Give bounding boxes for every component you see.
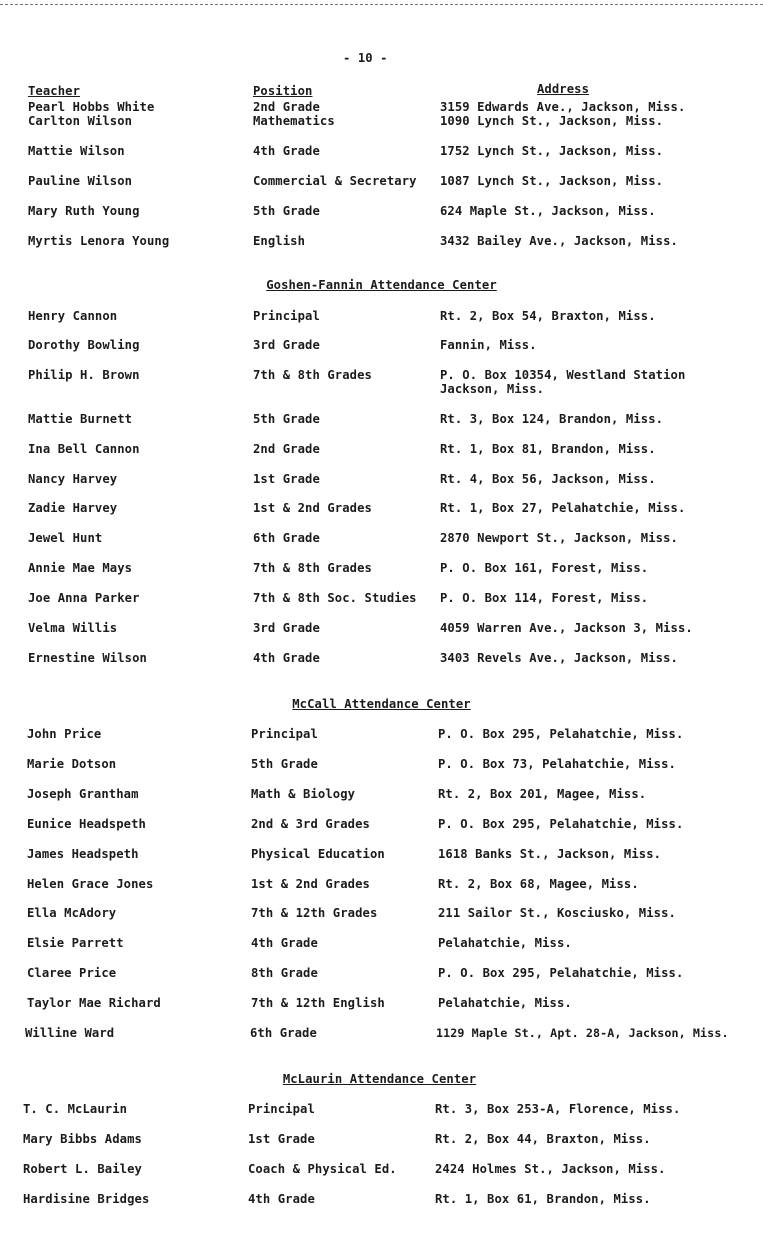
- teacher-address-line-2: Jackson, Miss.: [440, 382, 545, 396]
- teacher-name: Elsie Parrett: [27, 936, 124, 950]
- teacher-position: 5th Grade: [253, 204, 320, 218]
- teacher-address: 1090 Lynch St., Jackson, Miss.: [440, 114, 664, 128]
- teacher-position: 5th Grade: [251, 757, 318, 771]
- teacher-address: 1618 Banks St., Jackson, Miss.: [438, 847, 662, 861]
- teacher-name: Taylor Mae Richard: [27, 996, 161, 1010]
- teacher-name: Henry Cannon: [28, 309, 118, 323]
- teacher-name: Pauline Wilson: [28, 174, 133, 188]
- teacher-name: Nancy Harvey: [28, 472, 118, 486]
- teacher-position: 7th & 8th Grades: [253, 368, 372, 382]
- teacher-name: Claree Price: [27, 966, 117, 980]
- section-heading-goshen-fannin: Goshen-Fannin Attendance Center: [266, 278, 497, 292]
- teacher-position: Principal: [248, 1102, 315, 1116]
- teacher-address: Rt. 2, Box 201, Magee, Miss.: [438, 787, 647, 801]
- teacher-position: 2nd Grade: [253, 442, 320, 456]
- teacher-name: Philip H. Brown: [28, 368, 140, 382]
- teacher-name: Joe Anna Parker: [28, 591, 140, 605]
- teacher-address: Pelahatchie, Miss.: [438, 996, 572, 1010]
- teacher-name: Mary Ruth Young: [28, 204, 140, 218]
- teacher-address: Fannin, Miss.: [440, 338, 537, 352]
- header-position: Position: [253, 84, 313, 98]
- teacher-address: P. O. Box 295, Pelahatchie, Miss.: [438, 966, 684, 980]
- teacher-address: Rt. 4, Box 56, Jackson, Miss.: [440, 472, 656, 486]
- teacher-name: Jewel Hunt: [28, 531, 103, 545]
- section-heading-mccall: McCall Attendance Center: [292, 697, 471, 711]
- teacher-position: 1st & 2nd Grades: [253, 501, 372, 515]
- teacher-position: Commercial & Secretary: [253, 174, 417, 188]
- teacher-position: 2nd & 3rd Grades: [251, 817, 370, 831]
- teacher-position: 5th Grade: [253, 412, 320, 426]
- teacher-position: Principal: [251, 727, 318, 741]
- teacher-address: 1129 Maple St., Apt. 28-A, Jackson, Miss.: [436, 1026, 729, 1040]
- teacher-address: P. O. Box 295, Pelahatchie, Miss.: [438, 817, 684, 831]
- teacher-address: 3159 Edwards Ave., Jackson, Miss.: [440, 100, 686, 114]
- teacher-address: 3432 Bailey Ave., Jackson, Miss.: [440, 234, 678, 248]
- teacher-address: Rt. 2, Box 68, Magee, Miss.: [438, 877, 639, 891]
- teacher-address: Rt. 1, Box 27, Pelahatchie, Miss.: [440, 501, 686, 515]
- teacher-position: 7th & 8th Grades: [253, 561, 372, 575]
- top-edge-rule: [0, 4, 763, 5]
- teacher-address: P. O. Box 114, Forest, Miss.: [440, 591, 649, 605]
- teacher-name: Willine Ward: [25, 1026, 115, 1040]
- teacher-position: 4th Grade: [248, 1192, 315, 1206]
- teacher-position: Mathematics: [253, 114, 335, 128]
- teacher-name: Eunice Headspeth: [27, 817, 146, 831]
- teacher-address: Rt. 3, Box 124, Brandon, Miss.: [440, 412, 664, 426]
- teacher-position: 4th Grade: [251, 936, 318, 950]
- teacher-address: 4059 Warren Ave., Jackson 3, Miss.: [440, 621, 693, 635]
- teacher-name: Carlton Wilson: [28, 114, 133, 128]
- teacher-position: 7th & 12th English: [251, 996, 385, 1010]
- teacher-address: 211 Sailor St., Kosciusko, Miss.: [438, 906, 676, 920]
- teacher-name: John Price: [27, 727, 102, 741]
- teacher-name: Zadie Harvey: [28, 501, 118, 515]
- teacher-position: 6th Grade: [250, 1026, 317, 1040]
- teacher-address: 2870 Newport St., Jackson, Miss.: [440, 531, 678, 545]
- teacher-address: 1087 Lynch St., Jackson, Miss.: [440, 174, 664, 188]
- teacher-name: Mattie Wilson: [28, 144, 125, 158]
- teacher-position: 3rd Grade: [253, 338, 320, 352]
- teacher-position: Principal: [253, 309, 320, 323]
- teacher-address: Pelahatchie, Miss.: [438, 936, 572, 950]
- teacher-address: Rt. 1, Box 61, Brandon, Miss.: [435, 1192, 651, 1206]
- teacher-address: 1752 Lynch St., Jackson, Miss.: [440, 144, 664, 158]
- page-number: - 10 -: [343, 51, 388, 65]
- teacher-address: P. O. Box 161, Forest, Miss.: [440, 561, 649, 575]
- teacher-address: Rt. 1, Box 81, Brandon, Miss.: [440, 442, 656, 456]
- teacher-position: 7th & 12th Grades: [251, 906, 378, 920]
- teacher-address: P. O. Box 295, Pelahatchie, Miss.: [438, 727, 684, 741]
- teacher-name: T. C. McLaurin: [23, 1102, 128, 1116]
- teacher-position: 1st Grade: [253, 472, 320, 486]
- teacher-position: 4th Grade: [253, 144, 320, 158]
- teacher-position: Math & Biology: [251, 787, 356, 801]
- teacher-name: Velma Willis: [28, 621, 118, 635]
- teacher-address: 624 Maple St., Jackson, Miss.: [440, 204, 656, 218]
- teacher-address: P. O. Box 10354, Westland Station: [440, 368, 686, 382]
- teacher-position: 3rd Grade: [253, 621, 320, 635]
- teacher-name: Ella McAdory: [27, 906, 117, 920]
- teacher-name: Ernestine Wilson: [28, 651, 147, 665]
- teacher-name: Mattie Burnett: [28, 412, 133, 426]
- teacher-name: James Headspeth: [27, 847, 139, 861]
- teacher-address: Rt. 2, Box 54, Braxton, Miss.: [440, 309, 656, 323]
- header-address: Address: [537, 82, 590, 96]
- teacher-position: Physical Education: [251, 847, 385, 861]
- teacher-address: 3403 Revels Ave., Jackson, Miss.: [440, 651, 678, 665]
- teacher-position: 1st Grade: [248, 1132, 315, 1146]
- teacher-address: P. O. Box 73, Pelahatchie, Miss.: [438, 757, 676, 771]
- teacher-name: Pearl Hobbs White: [28, 100, 155, 114]
- teacher-name: Helen Grace Jones: [27, 877, 154, 891]
- teacher-name: Myrtis Lenora Young: [28, 234, 170, 248]
- teacher-name: Robert L. Bailey: [23, 1162, 142, 1176]
- teacher-position: 8th Grade: [251, 966, 318, 980]
- teacher-name: Joseph Grantham: [27, 787, 139, 801]
- teacher-address: Rt. 2, Box 44, Braxton, Miss.: [435, 1132, 651, 1146]
- teacher-position: 2nd Grade: [253, 100, 320, 114]
- teacher-address: 2424 Holmes St., Jackson, Miss.: [435, 1162, 666, 1176]
- header-teacher: Teacher: [28, 84, 81, 98]
- teacher-position: 7th & 8th Soc. Studies: [253, 591, 417, 605]
- teacher-name: Ina Bell Cannon: [28, 442, 140, 456]
- teacher-position: 1st & 2nd Grades: [251, 877, 370, 891]
- teacher-address: Rt. 3, Box 253-A, Florence, Miss.: [435, 1102, 681, 1116]
- teacher-position: 6th Grade: [253, 531, 320, 545]
- teacher-name: Annie Mae Mays: [28, 561, 133, 575]
- teacher-name: Marie Dotson: [27, 757, 117, 771]
- teacher-position: English: [253, 234, 306, 248]
- teacher-name: Hardisine Bridges: [23, 1192, 150, 1206]
- section-heading-mclaurin: McLaurin Attendance Center: [282, 1072, 477, 1086]
- teacher-position: Coach & Physical Ed.: [248, 1162, 397, 1176]
- teacher-name: Mary Bibbs Adams: [23, 1132, 142, 1146]
- teacher-name: Dorothy Bowling: [28, 338, 140, 352]
- teacher-position: 4th Grade: [253, 651, 320, 665]
